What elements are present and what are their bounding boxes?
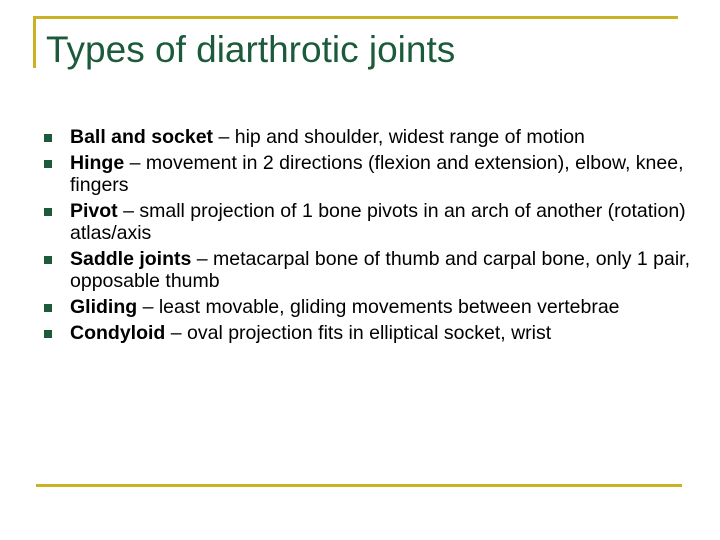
top-border-line	[36, 16, 678, 19]
bullet-term: Gliding	[70, 296, 138, 318]
slide-title: Types of diarthrotic joints	[46, 29, 456, 70]
bullet-text: – least movable, gliding movements between vertebrae	[137, 296, 620, 318]
square-bullet-icon	[44, 134, 52, 142]
bullet-pivot	[44, 200, 694, 244]
bullet-term: Pivot	[70, 200, 118, 222]
bullet-saddle-joints	[44, 248, 694, 292]
bullet-term: Ball and socket	[70, 126, 214, 148]
bullet-condyloid	[44, 322, 694, 344]
bullet-text: – metacarpal bone of thumb and carpal bone, only 1 pair, opposable thumb	[70, 248, 691, 292]
bullet-text: – hip and shoulder, widest range of motion	[213, 126, 585, 148]
square-bullet-icon	[44, 256, 52, 264]
square-bullet-icon	[44, 330, 52, 338]
bullet-term: Hinge	[70, 152, 125, 174]
left-border-line	[33, 16, 36, 68]
bullet-text: – movement in 2 directions (flexion and extension), elbow, knee, fingers	[70, 152, 684, 196]
bullet-text: – small projection of 1 bone pivots in an arch of another (rotation) atlas/axis	[70, 200, 686, 244]
bullet-text: – oval projection fits in elliptical socket, wrist	[165, 322, 552, 344]
bullet-hinge	[44, 152, 694, 196]
bullet-list	[44, 126, 694, 348]
bullet-term: Saddle joints	[70, 248, 192, 270]
bottom-border-line	[36, 484, 682, 487]
bullet-term: Condyloid	[70, 322, 166, 344]
square-bullet-icon	[44, 160, 52, 168]
square-bullet-icon	[44, 208, 52, 216]
bullet-gliding	[44, 296, 694, 318]
square-bullet-icon	[44, 304, 52, 312]
bullet-ball-and-socket	[44, 126, 694, 148]
